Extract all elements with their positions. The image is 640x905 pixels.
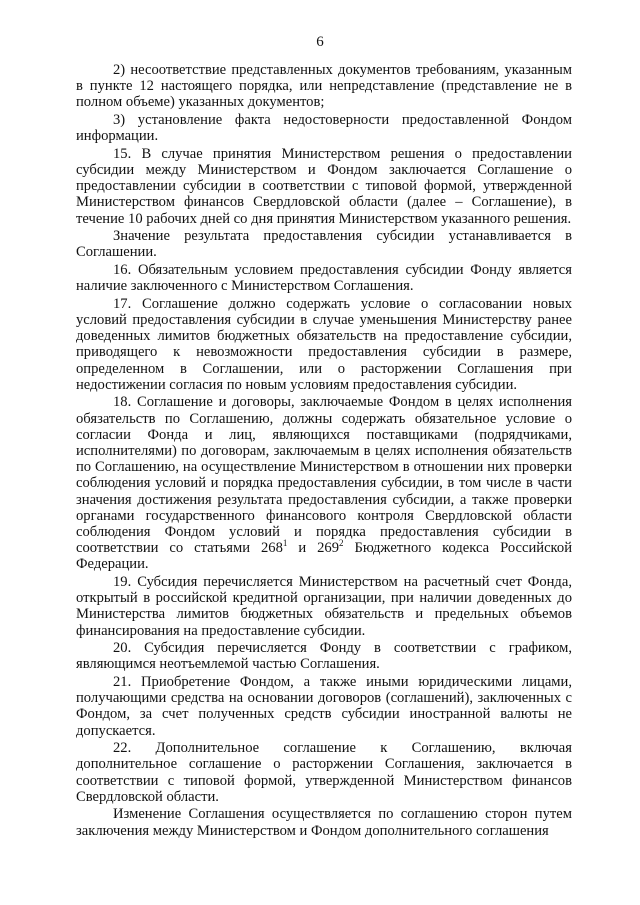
paragraph-item-2: 2) несоответствие представленных документов требованиям, указанным в пункте 12 настоящего порядка, или непредставление (представление не в полном объеме) указанных документов; — [76, 62, 572, 111]
paragraph-16: 16. Обязательным условием предоставления субсидии Фонду является наличие заключенного с Министерством Соглашения. — [76, 262, 572, 295]
footnote-mark-269: 2 — [339, 538, 344, 549]
page-number: 6 — [316, 34, 324, 50]
paragraph-21: 21. Приобретение Фондом, а также иными юридическими лицами, получающими средства на основании договоров (соглашений), заключенных с Фондом, за счет полученных средств субсидии иностранной валюты не допускается. — [76, 674, 572, 739]
paragraph-20: 20. Субсидия перечисляется Фонду в соответствии с графиком, являющимся неотъемлемой частью Соглашения. — [76, 640, 572, 673]
paragraph-19: 19. Субсидия перечисляется Министерством на расчетный счет Фонда, открытый в российской кредитной организации, при наличии доведенных до Министерства лимитов бюджетных обязательств и предельных объемов финансирования на предоставление субсидии. — [76, 574, 572, 639]
paragraph-15: 15. В случае принятия Министерством решения о предоставлении субсидии между Министерством и Фондом заключается Соглашение о предоставлении субсидии в соответствии с типовой формой, утвержденной Министерством финансов Свердловской области (далее – Соглашение), в течение 10 рабочих дней со дня принятия Министерством указанного решения. — [76, 145, 572, 227]
paragraph-17: 17. Соглашение должно содержать условие о согласовании новых условий предоставления субсидии в случае уменьшения Министерству ранее доведенных лимитов бюджетных обязательств на предоставление субсидии, приводящего к невозможности предоставления субсидии в размере, определенном в Соглашении, или о расторжении Соглашения при недостижении согласия по новым условиям предоставления субсидии. — [76, 295, 572, 393]
paragraph-18-mid: и 269 — [287, 540, 340, 557]
paragraph-18 — [76, 394, 572, 572]
paragraph-result-value: Значение результата предоставления субсидии устанавливается в Соглашении. — [76, 228, 572, 261]
paragraph-amendment: Изменение Соглашения осуществляется по соглашению сторон путем заключения между Министерством и Фондом дополнительного соглашения — [76, 806, 572, 839]
document-body — [76, 62, 572, 840]
footnote-mark-268: 1 — [282, 538, 288, 549]
paragraph-18-tail: Бюджетного кодекса Российской Федерации. — [76, 540, 573, 573]
paragraph-22: 22. Дополнительное соглашение к Соглашению, включая дополнительное соглашение о расторжении Соглашения, заключается в соответствии с типовой формой, утвержденной Министерством финансов Свердловской области. — [76, 740, 572, 805]
paragraph-18-text: 18. Соглашение и договоры, заключаемые Фондом в целях исполнения обязательств по Соглашению, должны содержать обязательное условие о согласии Фонда и лиц, являющихся поставщиками (подрядчиками, исполнителями) по договорам, заключаемым в целях исполнения обязательств по Соглашению, на осуществление Министерством в отношении них проверки соблюдения условий и порядка предоставления субсидии, в том числе в части значения достижения результата предоставления субсидии, а также проверки органами государственного финансового контроля Свердловской области соблюдения Фондом условий и порядка предоставления субсидии в соответствии со статьями 268 — [76, 394, 572, 557]
paragraph-item-3: 3) установление факта недостоверности предоставленной Фондом информации. — [76, 112, 572, 145]
